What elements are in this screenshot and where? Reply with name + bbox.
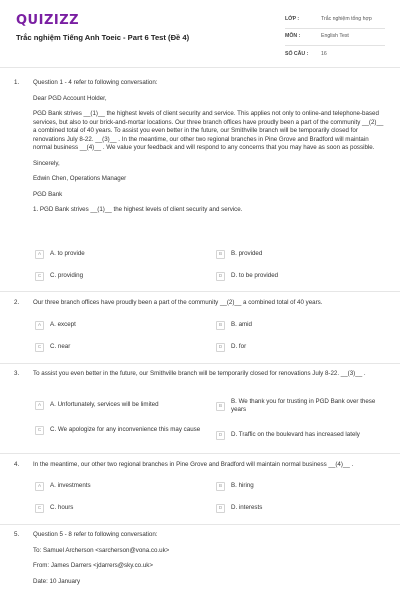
meta-info-table: [285, 12, 385, 63]
option-c[interactable]: [35, 426, 207, 435]
question-paragraph: PGD Bank: [33, 190, 63, 198]
option-c[interactable]: [35, 504, 205, 513]
question-text: [33, 461, 385, 470]
option-b[interactable]: [216, 398, 386, 415]
question-paragraph: From: James Darrers <jdarrers@sky.co.uk>: [33, 562, 153, 570]
option-letter-badge: B: [216, 321, 225, 330]
option-letter-badge: C: [35, 272, 44, 281]
option-text: C. providing: [50, 272, 84, 280]
question-paragraph: Dear PGD Account Holder,: [33, 94, 107, 102]
option-a[interactable]: [35, 321, 205, 330]
option-text: A. investments: [50, 482, 91, 490]
question-paragraph: Edwin Chen, Operations Manager: [33, 175, 127, 183]
question-text: [33, 370, 385, 379]
question-divider: [0, 291, 400, 292]
question-paragraph: 1. PGD Bank strives __(1)__ the highest levels of client security and service.: [33, 206, 243, 214]
option-letter-badge: B: [216, 250, 225, 259]
option-letter-badge: A: [35, 321, 44, 330]
quizizz-logo: QUIZIZZ: [16, 13, 80, 28]
meta-key: LỚP :: [285, 16, 300, 23]
question-paragraph: In the meantime, our other two regional branches in Pine Grove and Bradford will maintain normal business __(4)__ .: [33, 461, 354, 468]
question-number: 1.: [14, 79, 20, 86]
header-divider: [0, 67, 400, 68]
question-number: 2.: [14, 299, 20, 306]
question-paragraph: To assist you even better in the future, our Smithville branch will be temporarily closed for renovations July 8-22. __(3)__ .: [33, 370, 366, 377]
question-divider: [0, 453, 400, 454]
page-title: Trắc nghiệm Tiếng Anh Toeic - Part 6 Test (Đề 4): [16, 33, 190, 42]
option-letter-badge: C: [35, 343, 44, 352]
option-text: D. interests: [231, 504, 263, 512]
option-letter-badge: A: [35, 401, 44, 410]
question-text: [33, 79, 385, 222]
meta-key: SỐ CÂU :: [285, 50, 309, 57]
option-a[interactable]: [35, 482, 205, 491]
meta-row-class: [285, 12, 385, 29]
option-letter-badge: A: [35, 482, 44, 491]
option-letter-badge: B: [216, 482, 225, 491]
meta-row-count: [285, 46, 385, 63]
option-b[interactable]: [216, 321, 386, 330]
option-text: B. hiring: [231, 482, 254, 490]
option-letter-badge: D: [216, 431, 225, 440]
option-c[interactable]: [35, 272, 205, 281]
option-letter-badge: C: [35, 426, 44, 435]
option-text: D. for: [231, 343, 247, 351]
question-paragraph: To: Samuel Archerson <sarcherson@vona.co.uk>: [33, 546, 170, 554]
page-header: [0, 0, 400, 66]
option-text: A. to provide: [50, 250, 85, 258]
question-divider: [0, 524, 400, 525]
question-paragraph: PGD Bank strives __(1)__ the highest levels of client security and service. This applies not only to online-and telephone-based services, but also to our brick-and-mortar locations. Our three branch offices have proudly been a part of the community __(2)__ a combined total of 40 years. To assist you even better in the future, our Smithville branch will be temporarily closed for renovations July 8-22. __(3)__ . In the meantime, our other two regional branches in Pine Grove and Bradford will maintain normal business __(4)__ . We value your feedback and will respond to any concerns that you may have as soon as possible.: [33, 110, 384, 152]
option-letter-badge: C: [35, 504, 44, 513]
question-number: 5.: [14, 531, 20, 538]
meta-key: MÔN :: [285, 33, 301, 40]
meta-value: English Test: [321, 33, 349, 40]
option-letter-badge: D: [216, 343, 225, 352]
question-paragraph: Sincerely,: [33, 159, 60, 167]
option-letter-badge: B: [216, 402, 225, 411]
option-text: A. Unfortunately, services will be limited: [50, 401, 159, 409]
option-letter-badge: D: [216, 272, 225, 281]
option-d[interactable]: [216, 504, 386, 513]
option-text: A. except: [50, 321, 76, 329]
option-letter-badge: A: [35, 250, 44, 259]
question-paragraph: Question 1 - 4 refer to following conversation:: [33, 79, 158, 86]
option-d[interactable]: [216, 343, 386, 352]
meta-value: 16: [321, 50, 327, 57]
meta-value: Trắc nghiệm tổng hợp: [321, 16, 372, 23]
option-text: C. We apologize for any inconvenience this may cause: [50, 426, 201, 434]
option-letter-badge: D: [216, 504, 225, 513]
question-paragraph: Our three branch offices have proudly been a part of the community __(2)__ a combined total of 40 years.: [33, 299, 323, 306]
option-text: D. to be provided: [231, 272, 279, 280]
option-b[interactable]: [216, 482, 386, 491]
question-text: [33, 299, 385, 308]
question-divider: [0, 363, 400, 364]
option-text: B. amid: [231, 321, 252, 329]
option-a[interactable]: [35, 401, 207, 410]
option-b[interactable]: [216, 250, 386, 259]
option-text: D. Traffic on the boulevard has increased lately: [231, 431, 360, 439]
option-d[interactable]: [216, 272, 386, 281]
option-text: B. We thank you for trusting in PGD Bank over these years: [231, 398, 376, 414]
question-text: [33, 531, 385, 593]
option-a[interactable]: [35, 250, 205, 259]
question-number: 4.: [14, 461, 20, 468]
option-d[interactable]: [216, 431, 386, 440]
question-paragraph: Question 5 - 8 refer to following conversation:: [33, 531, 158, 538]
question-number: 3.: [14, 370, 20, 377]
option-text: B. provided: [231, 250, 263, 258]
option-text: C. near: [50, 343, 71, 351]
option-text: C. hours: [50, 504, 74, 512]
option-c[interactable]: [35, 343, 205, 352]
meta-row-subject: [285, 29, 385, 46]
question-paragraph: Date: 10 January: [33, 577, 81, 585]
